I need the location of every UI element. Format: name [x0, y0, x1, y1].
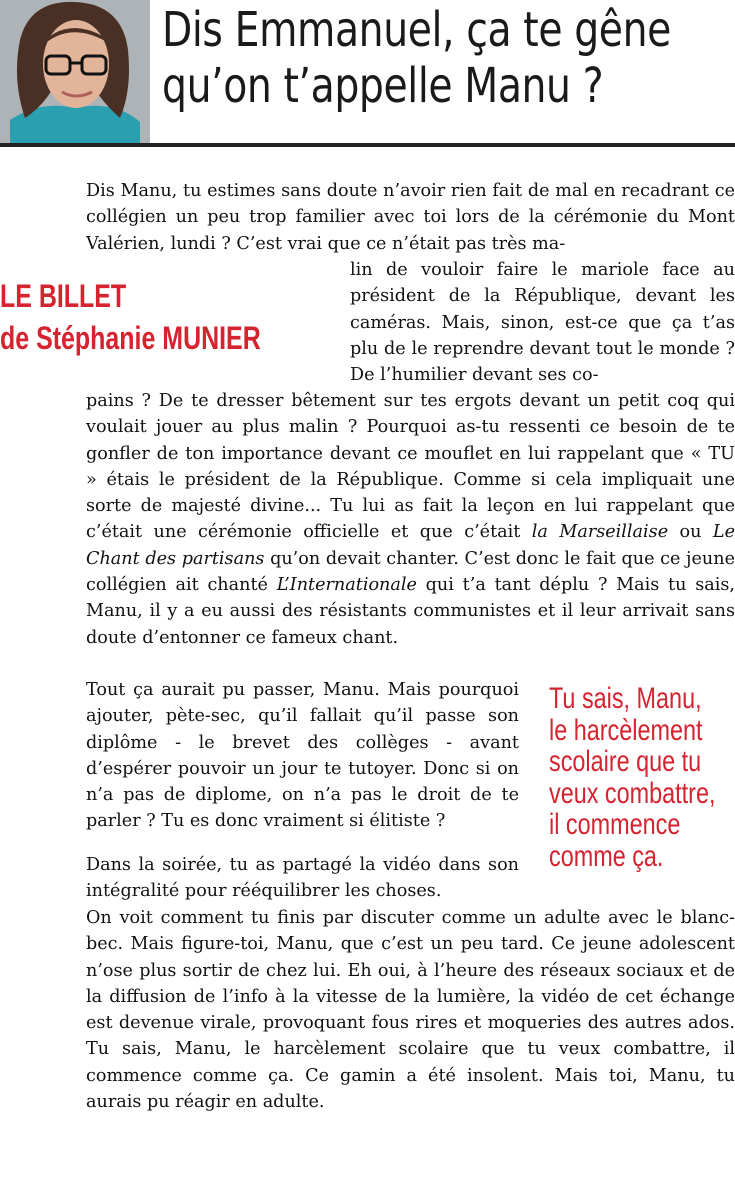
title-chant-partisans: Le Chant des partisans	[86, 522, 735, 569]
pull-quote-line: Tu sais, Manu,	[549, 682, 702, 715]
body-text-segment: qu’on devait chanter. C’est donc le fait que ce jeune collégien ait chanté	[86, 548, 735, 596]
body-paragraph-3-wrap: Dans la soirée, tu as partagé la vidéo dans son intégralité pour rééquilibrer les choses.	[86, 855, 519, 902]
author-photo	[0, 0, 150, 143]
article-headline	[162, 2, 671, 114]
pull-quote-line: scolaire que tu	[549, 745, 702, 778]
body-paragraph-2: Tout ça aurait pu passer, Manu. Mais pourquoi ajouter, pète-sec, qu’il fallait qu’il passe son diplôme - le brevet des collèges - avant d’espérer pouvoir un jour te tutoyer. Donc si on n’a pas de diplome, on n’a pas le droit de te parler ? Tu es donc vraiment si élitiste ?	[86, 680, 519, 832]
body-text-segment: pains ? De te dresser bêtement sur tes ergots devant un petit coq qui voulait jouer au plus malin ? Pourquoi as-tu ressenti ce besoin de te gonfler de ton importance devant ce mouflet en lui rappelant que « TU » étais le président de la République. Comme si cela impliquait une sorte de majesté divine... Tu lui as fait la leçon en lui rappelant que c’était une cérémonie officielle et que c’était	[86, 391, 735, 543]
body-paragraph-1-top: Dis Manu, tu estimes sans doute n’avoir rien fait de mal en recadrant ce collégien un peu trop familier avec toi lors de la cérémonie du Mont Valérien, lundi ? C’est vrai que ce n’était pas très ma-	[86, 181, 735, 254]
pull-quote	[549, 683, 728, 872]
headline-line-2: qu’on t’appelle Manu ?	[162, 58, 604, 114]
billet-title: LE BILLET	[0, 278, 127, 314]
body-text-segment: qui t’a tant déplu ? Mais tu sais, Manu, il y a eu aussi des résistants communistes et il leur arrivait sans doute d’entonner ce fameux chant.	[86, 575, 735, 648]
billet-author: de Stéphanie MUNIER	[0, 320, 261, 356]
body-paragraph-3-continued: On voit comment tu finis par discuter comme un adulte avec le blanc-bec. Mais figure-toi, Manu, que c’est un peu tard. Ce jeune adolescent n’ose plus sortir de chez lui. Eh oui, à l’heure des réseaux sociaux et de la diffusion de l’info à la vitesse de la lumière, la vidéo de cet échange est devenue virale, provoquant fous rires et moqueries des autres ados. Tu sais, Manu, le harcèlement scolaire que tu veux combattre, il commence comme ça. Ce gamin a été insolent. Mais toi, Manu, tu aurais pu réagir en adulte.	[86, 908, 735, 1113]
pull-quote-line: il commence	[549, 808, 681, 841]
pull-quote-line: veux combattre,	[549, 776, 716, 810]
body-text-segment: ou	[668, 522, 713, 543]
body-paragraph-1-wrap: lin de vouloir faire le mariole face au président de la République, devant les caméras. Mais, sinon, est-ce que ça t’as plu de le reprendre devant tout le monde ? De l’humilier devant ses co-	[350, 260, 735, 386]
headline-line-1: Dis Emmanuel, ça te gêne	[162, 2, 671, 58]
title-marseillaise: la Marseillaise	[531, 522, 669, 543]
billet-label	[0, 275, 265, 359]
header-rule	[0, 143, 735, 147]
title-internationale: L’Internationale	[276, 575, 417, 596]
pull-quote-line: comme ça.	[549, 839, 664, 873]
body-paragraph-1-continued	[86, 388, 735, 651]
pull-quote-line: le harcèlement	[549, 713, 703, 747]
